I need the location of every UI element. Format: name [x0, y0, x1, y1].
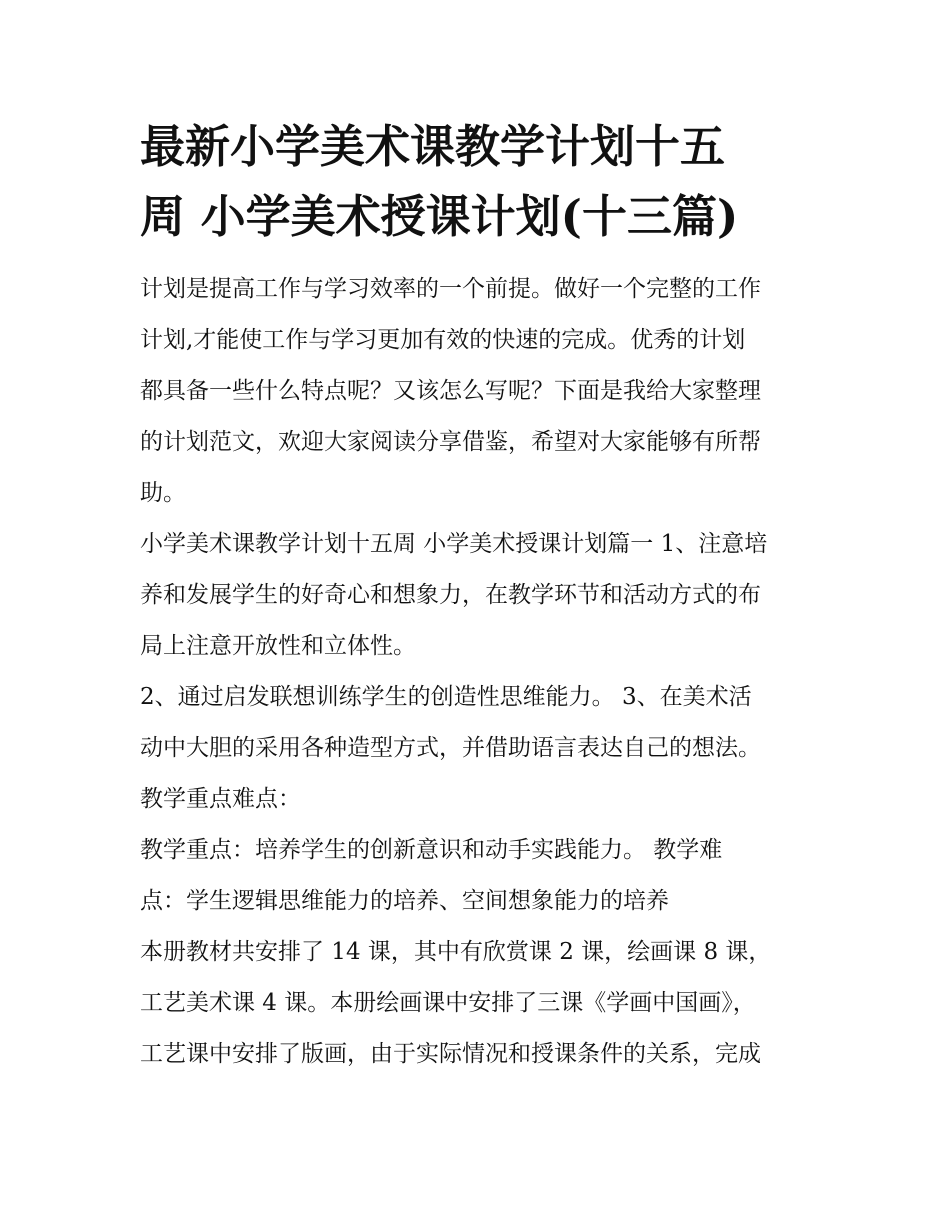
body-line: 的计划范文，欢迎大家阅读分享借鉴，希望对大家能够有所帮: [140, 429, 761, 455]
body-line: 动中大胆的采用各种造型方式，并借助语言表达自己的想法。: [140, 735, 761, 761]
body-line: 工艺课中安排了版画，由于实际情况和授课条件的关系，完成: [140, 1041, 761, 1067]
body-line: 助。: [140, 480, 186, 506]
body-line: 局上注意开放性和立体性。: [140, 633, 416, 659]
title-line-1: 最新小学美术课教学计划十五: [140, 120, 726, 173]
body-line: 计划,才能使工作与学习更加有效的快速的完成。优秀的计划: [140, 327, 746, 353]
body-line: 工艺美术课 4 课。本册绘画课中安排了三课《学画中国画》，: [140, 990, 756, 1016]
title-line-2: 周 小学美术授课计划(十三篇): [140, 190, 739, 243]
body-line: 本册教材共安排了 14 课，其中有欣赏课 2 课，绘画课 8 课，: [140, 939, 772, 965]
body-line: 点：学生逻辑思维能力的培养、空间想象能力的培养: [140, 888, 669, 914]
body-line: 养和发展学生的好奇心和想象力，在教学环节和活动方式的布: [140, 582, 761, 608]
document-title: [140, 112, 815, 252]
body-line: 教学重点：培养学生的创新意识和动手实践能力。 教学难: [140, 837, 723, 863]
body-line: 2、通过启发联想训练学生的创造性思维能力。 3、在美术活: [140, 684, 752, 710]
document-page: [140, 112, 815, 1080]
body-line: 教学重点难点：: [140, 786, 301, 812]
body-line: 都具备一些什么特点呢？又该怎么写呢？下面是我给大家整理: [140, 378, 761, 404]
body-line: 计划是提高工作与学习效率的一个前提。做好一个完整的工作: [140, 276, 761, 302]
body-line: 小学美术课教学计划十五周 小学美术授课计划篇一 1、注意培: [140, 531, 768, 557]
document-body: [140, 264, 815, 1080]
